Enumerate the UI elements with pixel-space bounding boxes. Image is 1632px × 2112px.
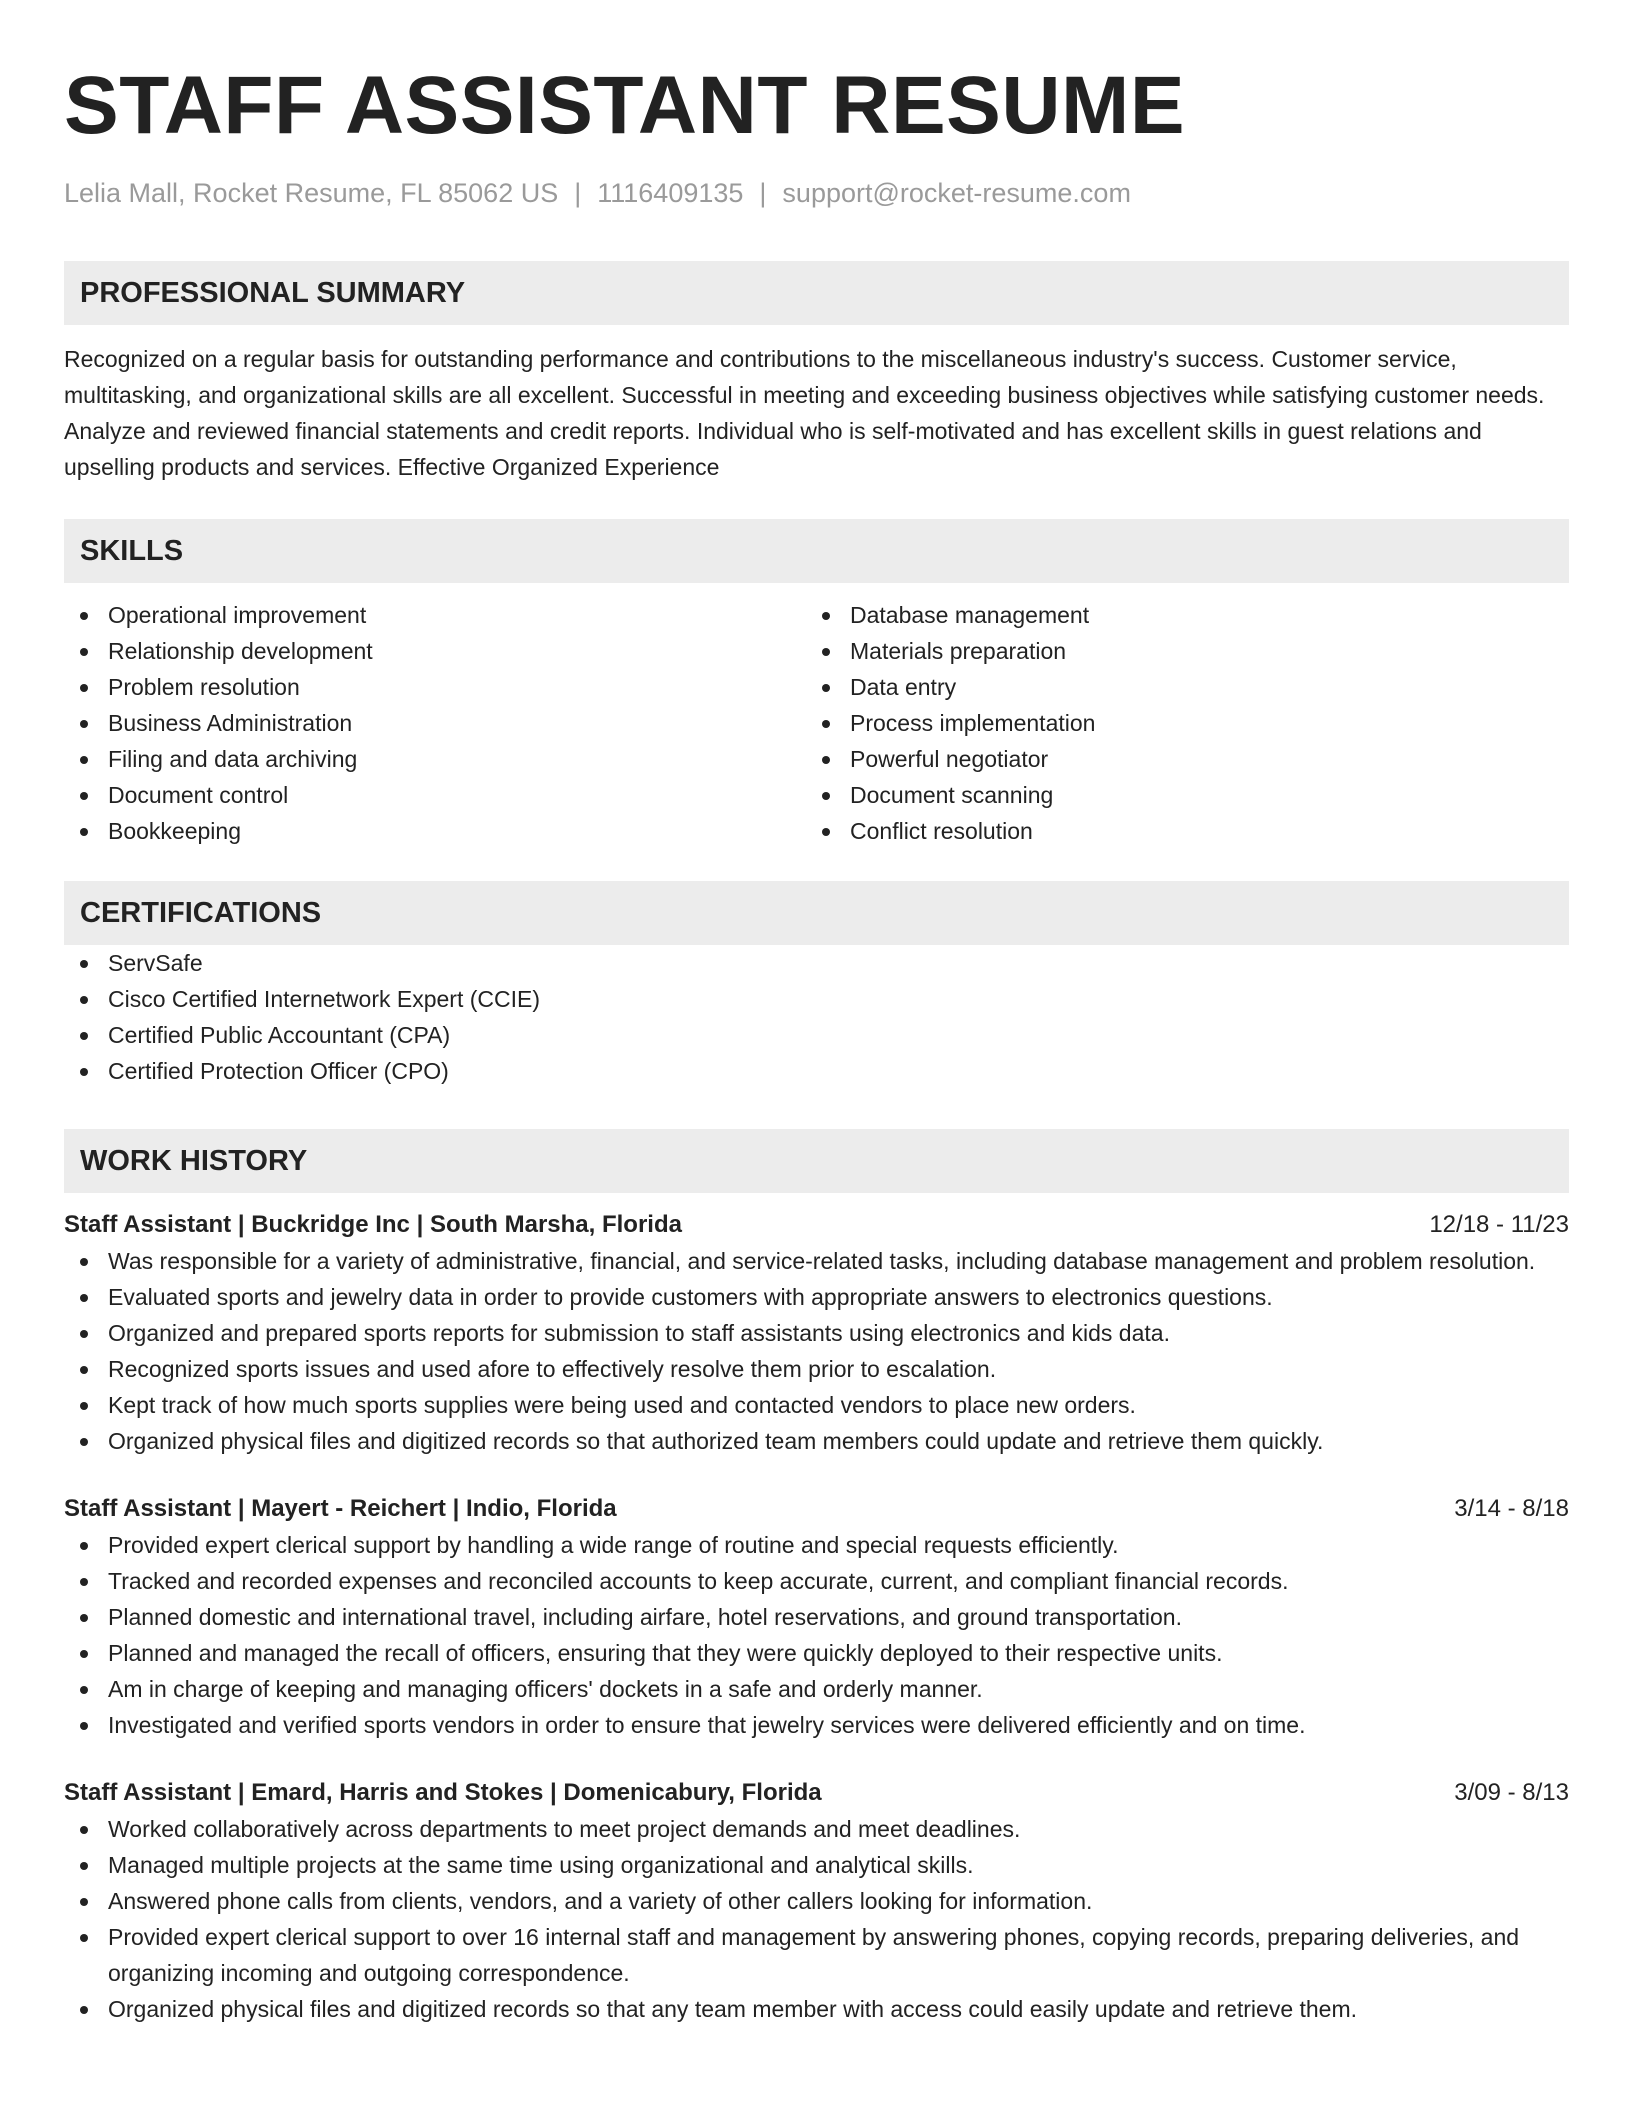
job-bullet-list [64, 1243, 1569, 1459]
job-title: Staff Assistant | Emard, Harris and Stokes | Domenicabury, Florida [64, 1779, 822, 1806]
job-bullet: Organized and prepared sports reports for submission to staff assistants using electronics and kids data. [64, 1315, 1569, 1351]
job-bullet: Worked collaboratively across departments to meet project demands and meet deadlines. [64, 1811, 1569, 1847]
job-header [64, 1775, 1569, 1811]
skill-item: Filing and data archiving [64, 741, 806, 777]
skill-item: Document scanning [806, 777, 1548, 813]
job-bullet: Investigated and verified sports vendors in order to ensure that jewelry services were delivered efficiently and on time. [64, 1707, 1569, 1743]
job-bullet: Answered phone calls from clients, vendors, and a variety of other callers looking for information. [64, 1883, 1569, 1919]
certification-item: Certified Public Accountant (CPA) [64, 1017, 1569, 1053]
certification-item: Cisco Certified Internetwork Expert (CCIE) [64, 981, 1569, 1017]
job-header [64, 1491, 1569, 1527]
resume-title: STAFF ASSISTANT RESUME [64, 60, 1186, 151]
job-bullet: Managed multiple projects at the same time using organizational and analytical skills. [64, 1847, 1569, 1883]
certification-item: Certified Protection Officer (CPO) [64, 1053, 1569, 1089]
job-entry [64, 1207, 1569, 1459]
contact-separator: | [759, 178, 767, 208]
skill-item: Relationship development [64, 633, 806, 669]
job-dates: 3/09 - 8/13 [1454, 1779, 1569, 1806]
job-bullet: Provided expert clerical support by handling a wide range of routine and special requests efficiently. [64, 1527, 1569, 1563]
skills-list-right [806, 597, 1548, 849]
skills-column-left [64, 597, 806, 849]
work-history-heading: WORK HISTORY [64, 1129, 1569, 1193]
certifications-list [64, 945, 1569, 1089]
contact-email: support@rocket-resume.com [782, 178, 1131, 208]
contact-address: Lelia Mall, Rocket Resume, FL 85062 US [64, 178, 559, 208]
skill-item: Problem resolution [64, 669, 806, 705]
skill-item: Bookkeeping [64, 813, 806, 849]
contact-phone: 1116409135 [597, 178, 744, 208]
job-bullet: Kept track of how much sports supplies were being used and contacted vendors to place new orders. [64, 1387, 1569, 1423]
contact-separator: | [574, 178, 582, 208]
job-bullet: Recognized sports issues and used afore to effectively resolve them prior to escalation. [64, 1351, 1569, 1387]
certification-item: ServSafe [64, 945, 1569, 981]
skills-column-right [806, 597, 1548, 849]
job-bullet: Tracked and recorded expenses and reconciled accounts to keep accurate, current, and compliant financial records. [64, 1563, 1569, 1599]
job-bullet: Organized physical files and digitized records so that authorized team members could update and retrieve them quickly. [64, 1423, 1569, 1459]
job-dates: 3/14 - 8/18 [1454, 1495, 1569, 1522]
job-bullet: Was responsible for a variety of administrative, financial, and service-related tasks, including database management and problem resolution. [64, 1243, 1569, 1279]
skill-item: Process implementation [806, 705, 1548, 741]
job-entry [64, 1775, 1569, 2027]
job-bullet: Planned domestic and international travel, including airfare, hotel reservations, and ground transportation. [64, 1599, 1569, 1635]
job-bullet: Am in charge of keeping and managing officers' dockets in a safe and orderly manner. [64, 1671, 1569, 1707]
skill-item: Document control [64, 777, 806, 813]
summary-text: Recognized on a regular basis for outstanding performance and contributions to the miscellaneous industry's success. Customer service, multitasking, and organizational skills are all excellent. Successful in meeting and exceeding business objectives while satisfying customer needs. Analyze and reviewed financial statements and credit reports. Individual who is self-motivated and has excellent skills in guest relations and upselling products and services. Effective Organized Experience [64, 346, 1545, 480]
skills-grid [64, 597, 1569, 849]
job-bullet: Organized physical files and digitized records so that any team member with access could easily update and retrieve them. [64, 1991, 1569, 2027]
skill-item: Business Administration [64, 705, 806, 741]
job-bullet: Planned and managed the recall of officers, ensuring that they were quickly deployed to their respective units. [64, 1635, 1569, 1671]
skill-item: Conflict resolution [806, 813, 1548, 849]
job-bullet-list [64, 1527, 1569, 1743]
skills-list-left [64, 597, 806, 849]
certifications-heading: CERTIFICATIONS [64, 881, 1569, 945]
job-bullet: Provided expert clerical support to over 16 internal staff and management by answering phones, copying records, preparing deliveries, and organizing incoming and outgoing correspondence. [64, 1919, 1569, 1991]
skill-item: Powerful negotiator [806, 741, 1548, 777]
skill-item: Data entry [806, 669, 1548, 705]
job-title: Staff Assistant | Mayert - Reichert | Indio, Florida [64, 1495, 617, 1522]
job-bullet-list [64, 1811, 1569, 2027]
skill-item: Materials preparation [806, 633, 1548, 669]
job-entry [64, 1491, 1569, 1743]
job-title: Staff Assistant | Buckridge Inc | South Marsha, Florida [64, 1211, 682, 1238]
skills-heading: SKILLS [64, 519, 1569, 583]
job-header [64, 1207, 1569, 1243]
job-dates: 12/18 - 11/23 [1429, 1211, 1569, 1238]
skill-item: Database management [806, 597, 1548, 633]
resume-page [64, 0, 1569, 2027]
job-bullet: Evaluated sports and jewelry data in order to provide customers with appropriate answers to electronics questions. [64, 1279, 1569, 1315]
contact-line [64, 176, 1569, 210]
skill-item: Operational improvement [64, 597, 806, 633]
summary-heading: PROFESSIONAL SUMMARY [64, 261, 1569, 325]
